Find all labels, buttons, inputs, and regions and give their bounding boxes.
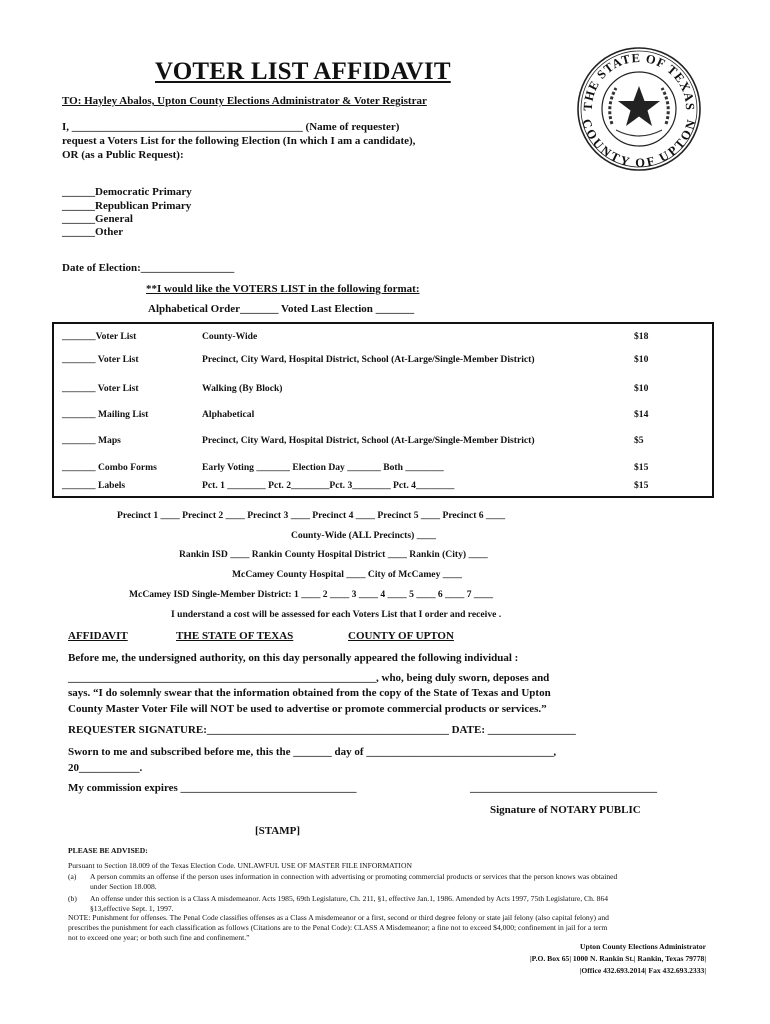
public-request-line: OR (as a Public Request): [62, 149, 184, 161]
request-line: request a Voters List for the following Election (In which I am a candidate), [62, 135, 416, 147]
county-label: COUNTY OF UPTON [348, 630, 454, 642]
price-row-desc: Walking (By Block) [202, 383, 283, 394]
notary-signature-label: Signature of NOTARY PUBLIC [490, 804, 641, 816]
price-row-desc[interactable]: Pct. 1 ________ Pct. 2________Pct. 3________ Pct. 4________ [202, 480, 455, 491]
price-row-price: $15 [634, 480, 649, 491]
notary-signature-blank[interactable]: __________________________________ [470, 782, 657, 794]
note-line-2: prescribes the punishment for each classification as follows (Citations are to the Penal Code): CLASS A Misdemeanor; a fine not to exceed $4,000; confinement in jail for a term [68, 923, 608, 932]
price-row-desc: County-Wide [202, 331, 258, 342]
note-line-1: NOTE: Punishment for offenses. The Penal Code classifies offenses as a Class A misdemeanor or a first, second or third degree felony or state jail felony (also capital felony) and [68, 913, 609, 922]
countywide-line[interactable]: County-Wide (ALL Precincts) ____ [291, 530, 436, 541]
price-row-price: $14 [634, 409, 649, 420]
year-line[interactable]: 20___________. [68, 762, 143, 774]
note-line-3: not to exceed one year; or both such fine and confinement.” [68, 933, 250, 942]
seal-top-text: THE STATE OF TEXAS [580, 50, 698, 112]
price-row-price: $18 [634, 331, 649, 342]
price-row-price: $15 [634, 462, 649, 473]
addressee-line: TO: Hayley Abalos, Upton County Elections Administrator & Voter Registrar [62, 95, 427, 107]
precincts-line[interactable]: Precinct 1 ____ Precinct 2 ____ Precinct 3 ____ Precinct 4 ____ Precinct 5 ____ Precinct 6 ____ [117, 510, 506, 521]
price-row-item[interactable]: _______ Voter List [62, 354, 139, 365]
election-option-republican[interactable]: ______Republican Primary [62, 200, 192, 212]
price-row-desc: Precinct, City Ward, Hospital District, School (At-Large/Single-Member District) [202, 354, 535, 365]
date-of-election-field[interactable]: Date of Election:_________________ [62, 262, 235, 274]
election-option-general[interactable]: ______General [62, 213, 133, 225]
price-row-item[interactable]: _______Voter List [62, 331, 137, 342]
price-row-price: $10 [634, 354, 649, 365]
mccamey-isd-line[interactable]: McCamey ISD Single-Member District: 1 ____ 2 ____ 3 ____ 4 ____ 5 ____ 6 ____ 7 ____ [129, 589, 494, 600]
item-b-text-cont: §13,effective Sept. 1, 1997. [90, 904, 174, 913]
price-row-item[interactable]: _______ Mailing List [62, 409, 149, 420]
seal-bottom-text: COUNTY OF UPTON [579, 117, 699, 170]
footer-office-name: Upton County Elections Administrator [580, 942, 706, 951]
price-row-desc: Alphabetical [202, 409, 255, 420]
format-heading: **I would like the VOTERS LIST in the following format: [146, 283, 420, 295]
county-seal [576, 46, 702, 172]
election-option-other[interactable]: ______Other [62, 226, 124, 238]
price-row-desc[interactable]: Early Voting _______ Election Day _______ Both ________ [202, 462, 444, 473]
before-me-line: Before me, the undersigned authority, on this day personally appeared the following individual : [68, 652, 519, 664]
deponent-name-line[interactable]: ________________________________________________________, who, being duly sworn, deposes and [68, 672, 550, 684]
advised-heading: PLEASE BE ADVISED: [68, 846, 148, 855]
footer-address: |P.O. Box 65| 1000 N. Rankin St.| Rankin, Texas 79778| [529, 954, 706, 963]
affidavit-label: AFFIDAVIT [68, 630, 128, 642]
price-row-price: $5 [634, 435, 644, 446]
price-row-item[interactable]: _______ Voter List [62, 383, 139, 394]
stamp-placeholder: [STAMP] [255, 825, 301, 837]
pursuant-line: Pursuant to Section 18.009 of the Texas Election Code. UNLAWFUL USE OF MASTER FILE INFORMATION [68, 861, 412, 870]
item-a-text-cont: under Section 18.008. [90, 882, 157, 891]
price-row-item[interactable]: _______ Labels [62, 480, 126, 491]
price-row-item[interactable]: _______ Maps [62, 435, 121, 446]
oath-line-2: County Master Voter File will NOT be used to advertise or promote commercial products or services.” [68, 703, 547, 715]
commission-expires-line[interactable]: My commission expires ________________________________ [68, 782, 357, 794]
price-row-item[interactable]: _______ Combo Forms [62, 462, 157, 473]
footer-phone: |Office 432.693.2014| Fax 432.693.2333| [579, 966, 706, 975]
item-b-label: (b) [68, 894, 77, 903]
item-a-label: (a) [68, 872, 77, 881]
mccamey-line[interactable]: McCamey County Hospital ____ City of McCamey ____ [232, 569, 462, 580]
price-row-desc: Precinct, City Ward, Hospital District, School (At-Large/Single-Member District) [202, 435, 535, 446]
cost-acknowledgement: I understand a cost will be assessed for each Voters List that I order and receive . [171, 609, 502, 620]
rankin-line[interactable]: Rankin ISD ____ Rankin County Hospital District ____ Rankin (City) ____ [179, 549, 488, 560]
page-title: VOTER LIST AFFIDAVIT [155, 58, 451, 85]
item-b-text: An offense under this section is a Class A misdemeanor. Acts 1985, 69th Legislature, Ch. 211, §1, effective Jan.1, 1986. Amended by Acts 1997, 75th Legislature, Ch. 864 [90, 894, 609, 903]
requester-name-line[interactable]: I, __________________________________________ (Name of requester) [62, 121, 400, 133]
state-label: THE STATE OF TEXAS [176, 630, 294, 642]
requester-signature-line[interactable]: REQUESTER SIGNATURE:____________________________________________ DATE: ________________ [68, 724, 576, 736]
oath-line-1: says. “I do solemnly swear that the information obtained from the copy of the State of Texas and Upton [68, 687, 551, 699]
sworn-line[interactable]: Sworn to me and subscribed before me, this the _______ day of __________________________________, [68, 746, 557, 758]
price-row-price: $10 [634, 383, 649, 394]
election-option-democratic[interactable]: ______Democratic Primary [62, 186, 192, 198]
order-options-line[interactable]: Alphabetical Order_______ Voted Last Election _______ [148, 303, 415, 315]
item-a-text: A person commits an offense if the person uses information in connection with advertising or promoting commercial products or services that the person knows was obtained [90, 872, 618, 881]
